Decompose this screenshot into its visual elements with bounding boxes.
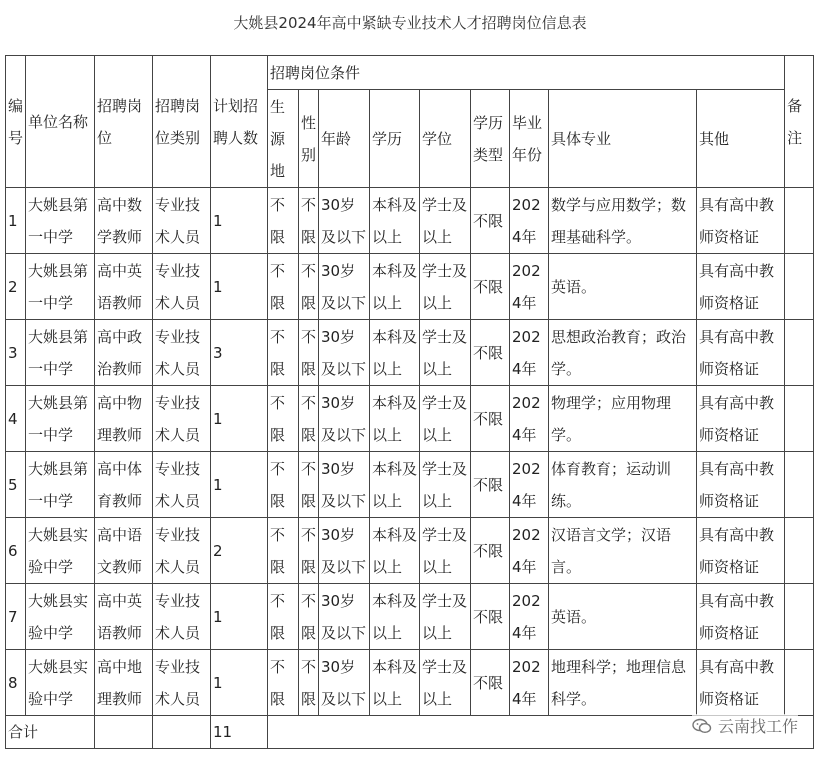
header-other: 其他 — [697, 90, 785, 188]
cell-age: 30岁及以下 — [319, 188, 370, 254]
cell-post-type: 专业技术人员 — [153, 584, 211, 650]
header-grad-year: 毕业年份 — [510, 90, 549, 188]
header-count: 计划招聘人数 — [211, 56, 268, 188]
watermark-text: 云南找工作 — [717, 717, 798, 736]
header-post-type: 招聘岗位类别 — [153, 56, 211, 188]
header-origin: 生源地 — [268, 90, 299, 188]
cell-education: 本科及以上 — [370, 518, 420, 584]
cell-education: 本科及以上 — [370, 188, 420, 254]
cell-edu-type: 不限 — [471, 584, 510, 650]
cell-post: 高中语文教师 — [95, 518, 153, 584]
cell-post: 高中物理教师 — [95, 386, 153, 452]
cell-other: 具有高中教师资格证 — [697, 518, 785, 584]
cell-count: 3 — [211, 320, 268, 386]
cell-no: 1 — [6, 188, 26, 254]
cell-degree: 学士及以上 — [420, 188, 471, 254]
cell-count: 1 — [211, 254, 268, 320]
total-empty — [153, 716, 211, 749]
cell-degree: 学士及以上 — [420, 584, 471, 650]
header-unit: 单位名称 — [26, 56, 95, 188]
cell-gender: 不限 — [299, 518, 319, 584]
cell-post: 高中地理教师 — [95, 650, 153, 716]
cell-unit: 大姚县实验中学 — [26, 584, 95, 650]
cell-no: 7 — [6, 584, 26, 650]
cell-edu-type: 不限 — [471, 254, 510, 320]
cell-origin: 不限 — [268, 452, 299, 518]
cell-post: 高中数学教师 — [95, 188, 153, 254]
cell-degree: 学士及以上 — [420, 650, 471, 716]
cell-post: 高中英语教师 — [95, 254, 153, 320]
cell-post: 高中体育教师 — [95, 452, 153, 518]
cell-origin: 不限 — [268, 254, 299, 320]
cell-edu-type: 不限 — [471, 518, 510, 584]
cell-major: 数学与应用数学；数理基础科学。 — [549, 188, 697, 254]
cell-remark — [785, 386, 814, 452]
cell-gender: 不限 — [299, 320, 319, 386]
cell-origin: 不限 — [268, 188, 299, 254]
header-edu-type: 学历类型 — [471, 90, 510, 188]
cell-age: 30岁及以下 — [319, 452, 370, 518]
cell-unit: 大姚县第一中学 — [26, 386, 95, 452]
cell-major: 物理学；应用物理学。 — [549, 386, 697, 452]
cell-post-type: 专业技术人员 — [153, 386, 211, 452]
cell-count: 1 — [211, 188, 268, 254]
cell-unit: 大姚县第一中学 — [26, 452, 95, 518]
cell-count: 1 — [211, 386, 268, 452]
header-row-1 — [6, 56, 814, 90]
cell-remark — [785, 650, 814, 716]
cell-gender: 不限 — [299, 584, 319, 650]
cell-grad-year: 2024年 — [510, 518, 549, 584]
cell-origin: 不限 — [268, 320, 299, 386]
total-empty — [95, 716, 153, 749]
cell-other: 具有高中教师资格证 — [697, 254, 785, 320]
cell-education: 本科及以上 — [370, 254, 420, 320]
cell-other: 具有高中教师资格证 — [697, 452, 785, 518]
cell-origin: 不限 — [268, 584, 299, 650]
header-education: 学历 — [370, 90, 420, 188]
cell-other: 具有高中教师资格证 — [697, 650, 785, 716]
cell-edu-type: 不限 — [471, 188, 510, 254]
cell-unit: 大姚县第一中学 — [26, 188, 95, 254]
cell-unit: 大姚县第一中学 — [26, 320, 95, 386]
table-row — [6, 254, 814, 320]
cell-post-type: 专业技术人员 — [153, 320, 211, 386]
cell-education: 本科及以上 — [370, 650, 420, 716]
cell-remark — [785, 320, 814, 386]
cell-grad-year: 2024年 — [510, 320, 549, 386]
cell-remark — [785, 584, 814, 650]
table-row — [6, 320, 814, 386]
cell-count: 1 — [211, 584, 268, 650]
cell-major: 英语。 — [549, 254, 697, 320]
cell-remark — [785, 188, 814, 254]
total-count: 11 — [211, 716, 268, 749]
table-row — [6, 452, 814, 518]
cell-edu-type: 不限 — [471, 650, 510, 716]
header-remark: 备注 — [785, 56, 814, 188]
header-degree: 学位 — [420, 90, 471, 188]
cell-remark — [785, 452, 814, 518]
cell-no: 3 — [6, 320, 26, 386]
cell-no: 2 — [6, 254, 26, 320]
table-row — [6, 386, 814, 452]
cell-edu-type: 不限 — [471, 386, 510, 452]
cell-age: 30岁及以下 — [319, 386, 370, 452]
cell-count: 1 — [211, 650, 268, 716]
cell-origin: 不限 — [268, 518, 299, 584]
page-title: 大姚县2024年高中紧缺专业技术人才招聘岗位信息表 — [233, 14, 587, 32]
cell-degree: 学士及以上 — [420, 386, 471, 452]
header-post: 招聘岗位 — [95, 56, 153, 188]
cell-no: 6 — [6, 518, 26, 584]
cell-unit: 大姚县实验中学 — [26, 518, 95, 584]
cell-origin: 不限 — [268, 386, 299, 452]
cell-origin: 不限 — [268, 650, 299, 716]
cell-major: 地理科学；地理信息科学。 — [549, 650, 697, 716]
cell-age: 30岁及以下 — [319, 254, 370, 320]
cell-age: 30岁及以下 — [319, 518, 370, 584]
cell-gender: 不限 — [299, 650, 319, 716]
cell-grad-year: 2024年 — [510, 386, 549, 452]
header-age: 年龄 — [319, 90, 370, 188]
table-row — [6, 650, 814, 716]
cell-age: 30岁及以下 — [319, 584, 370, 650]
cell-degree: 学士及以上 — [420, 452, 471, 518]
header-major: 具体专业 — [549, 90, 697, 188]
cell-count: 1 — [211, 452, 268, 518]
table-row — [6, 584, 814, 650]
cell-other: 具有高中教师资格证 — [697, 320, 785, 386]
table-row — [6, 188, 814, 254]
cell-post-type: 专业技术人员 — [153, 452, 211, 518]
cell-major: 汉语言文学；汉语言。 — [549, 518, 697, 584]
cell-unit: 大姚县第一中学 — [26, 254, 95, 320]
cell-post-type: 专业技术人员 — [153, 188, 211, 254]
cell-gender: 不限 — [299, 254, 319, 320]
cell-post-type: 专业技术人员 — [153, 518, 211, 584]
cell-grad-year: 2024年 — [510, 452, 549, 518]
cell-degree: 学士及以上 — [420, 320, 471, 386]
cell-no: 4 — [6, 386, 26, 452]
cell-grad-year: 2024年 — [510, 254, 549, 320]
cell-age: 30岁及以下 — [319, 320, 370, 386]
cell-other: 具有高中教师资格证 — [697, 584, 785, 650]
cell-major: 体育教育；运动训练。 — [549, 452, 697, 518]
cell-grad-year: 2024年 — [510, 650, 549, 716]
cell-edu-type: 不限 — [471, 320, 510, 386]
cell-education: 本科及以上 — [370, 452, 420, 518]
cell-degree: 学士及以上 — [420, 254, 471, 320]
cell-remark — [785, 254, 814, 320]
cell-post-type: 专业技术人员 — [153, 254, 211, 320]
table-row — [6, 518, 814, 584]
header-gender: 性别 — [299, 90, 319, 188]
cell-remark — [785, 518, 814, 584]
cell-edu-type: 不限 — [471, 452, 510, 518]
cell-grad-year: 2024年 — [510, 584, 549, 650]
header-conditions: 招聘岗位条件 — [268, 56, 785, 90]
cell-post: 高中英语教师 — [95, 584, 153, 650]
cell-no: 8 — [6, 650, 26, 716]
watermark — [692, 714, 798, 737]
cell-unit: 大姚县实验中学 — [26, 650, 95, 716]
cell-other: 具有高中教师资格证 — [697, 386, 785, 452]
cell-no: 5 — [6, 452, 26, 518]
cell-major: 思想政治教育；政治学。 — [549, 320, 697, 386]
cell-post-type: 专业技术人员 — [153, 650, 211, 716]
cell-count: 2 — [211, 518, 268, 584]
wechat-icon — [692, 718, 712, 734]
cell-grad-year: 2024年 — [510, 188, 549, 254]
cell-degree: 学士及以上 — [420, 518, 471, 584]
cell-education: 本科及以上 — [370, 320, 420, 386]
cell-other: 具有高中教师资格证 — [697, 188, 785, 254]
cell-education: 本科及以上 — [370, 386, 420, 452]
cell-education: 本科及以上 — [370, 584, 420, 650]
cell-major: 英语。 — [549, 584, 697, 650]
cell-post: 高中政治教师 — [95, 320, 153, 386]
header-no: 编号 — [6, 56, 26, 188]
jobs-table — [5, 55, 814, 749]
cell-age: 30岁及以下 — [319, 650, 370, 716]
total-label: 合计 — [6, 716, 95, 749]
cell-gender: 不限 — [299, 386, 319, 452]
cell-gender: 不限 — [299, 188, 319, 254]
cell-gender: 不限 — [299, 452, 319, 518]
